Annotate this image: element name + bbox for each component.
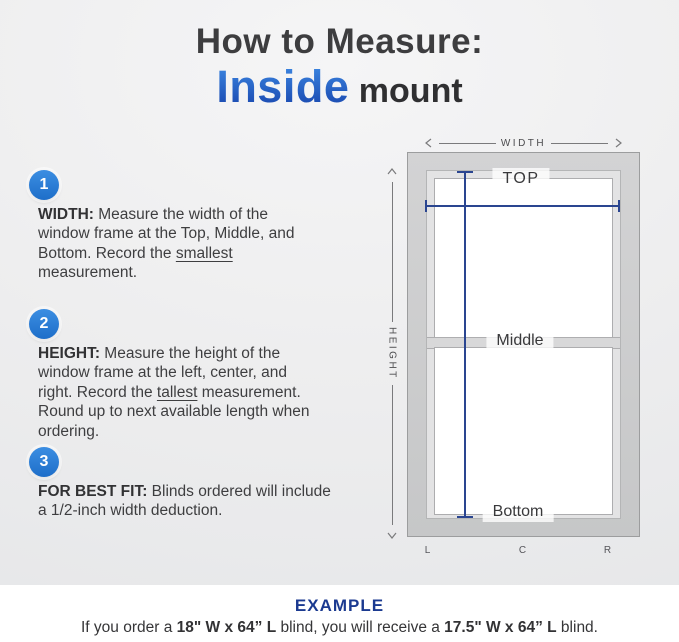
vertical-measure-top-tick [457, 171, 473, 173]
horizontal-measure-line [426, 205, 620, 207]
step-3-seg: a 1/2-inch width deduction. [38, 502, 223, 520]
width-arrow-line-left [439, 143, 496, 144]
step-2-seg: right. Record the [38, 383, 157, 401]
window-upper-sash [434, 178, 613, 339]
width-dimension-arrow [424, 137, 623, 149]
step-2-line-4 [38, 402, 378, 421]
arrow-up-icon [387, 167, 397, 177]
horizontal-measure-right-tick [618, 200, 620, 212]
step-1-line-2 [38, 224, 378, 243]
marker-left: L [424, 545, 432, 556]
step-3-seg: Blinds ordered will include [147, 483, 331, 500]
example-section [0, 596, 679, 637]
marker-right: R [603, 545, 613, 556]
example-ordered-size: 18" W x 64” L [176, 619, 277, 636]
step-2-line-2 [38, 363, 378, 382]
step-1-seg: Measure the width of the [93, 206, 268, 223]
vertical-measure-bottom-tick [457, 516, 473, 518]
step-2-line-5 [38, 422, 378, 441]
title-line1: How to Measure: [195, 22, 484, 61]
step-1-keyword: WIDTH: [38, 206, 94, 223]
step-3-line-2 [38, 501, 378, 520]
step-3-text [38, 482, 378, 521]
arrow-left-icon [424, 138, 434, 148]
example-received-size: 17.5" W x 64” L [444, 619, 557, 636]
height-dimension-label: HEIGHT [386, 327, 398, 380]
step-3-badge: 3 [29, 447, 59, 477]
step-1-seg: Bottom. Record the [38, 244, 176, 262]
step-2-emphasis: tallest [156, 383, 198, 401]
window-lower-sash [434, 347, 613, 515]
step-1-line-4 [38, 263, 378, 282]
title-suffix: mount [349, 72, 463, 110]
step-1-badge: 1 [29, 170, 59, 200]
bottom-position-label: Bottom [483, 501, 554, 522]
step-1-emphasis: smallest [175, 244, 233, 262]
title-line2 [0, 63, 679, 122]
top-position-label: TOP [492, 168, 549, 189]
width-arrow-line-right [551, 143, 608, 144]
width-dimension-label: WIDTH [500, 137, 547, 149]
arrow-down-icon [387, 530, 397, 540]
example-text [0, 619, 679, 637]
step-1-line-3 [38, 244, 378, 263]
marker-center: C [518, 545, 528, 556]
step-2-seg: Measure the height of the [100, 345, 281, 362]
title-highlight: Inside [216, 61, 350, 112]
arrow-right-icon [613, 138, 623, 148]
step-2-seg: ordering. [38, 422, 100, 440]
step-3-keyword: FOR BEST FIT: [38, 483, 148, 500]
step-2-seg: Round up to next available length when [38, 403, 310, 421]
step-2-line-3 [38, 383, 378, 402]
height-arrow-line-top [392, 182, 393, 322]
step-2-seg: window frame at the left, center, and [38, 364, 287, 382]
step-2-seg: measurement. [197, 383, 301, 401]
horizontal-measure-left-tick [425, 200, 427, 212]
height-arrow-line-bottom [392, 385, 393, 525]
step-2-keyword: HEIGHT: [38, 345, 100, 362]
example-seg: blind, you will receive a [276, 619, 445, 636]
step-1-seg: measurement. [38, 264, 138, 282]
step-2-text [38, 344, 378, 441]
step-1-line-1 [38, 205, 378, 224]
example-title: EXAMPLE [294, 596, 385, 615]
step-1-seg: window frame at the Top, Middle, and [38, 225, 295, 243]
example-seg: If you order a [81, 619, 177, 636]
step-2-line-1 [38, 344, 378, 363]
step-3-line-1 [38, 482, 378, 501]
step-2-badge: 2 [29, 309, 59, 339]
vertical-measure-line [464, 172, 466, 518]
middle-position-label: Middle [486, 330, 553, 351]
height-dimension-arrow [385, 167, 399, 540]
page-title [0, 22, 679, 122]
step-1-text [38, 205, 378, 283]
example-seg: blind. [556, 619, 598, 636]
